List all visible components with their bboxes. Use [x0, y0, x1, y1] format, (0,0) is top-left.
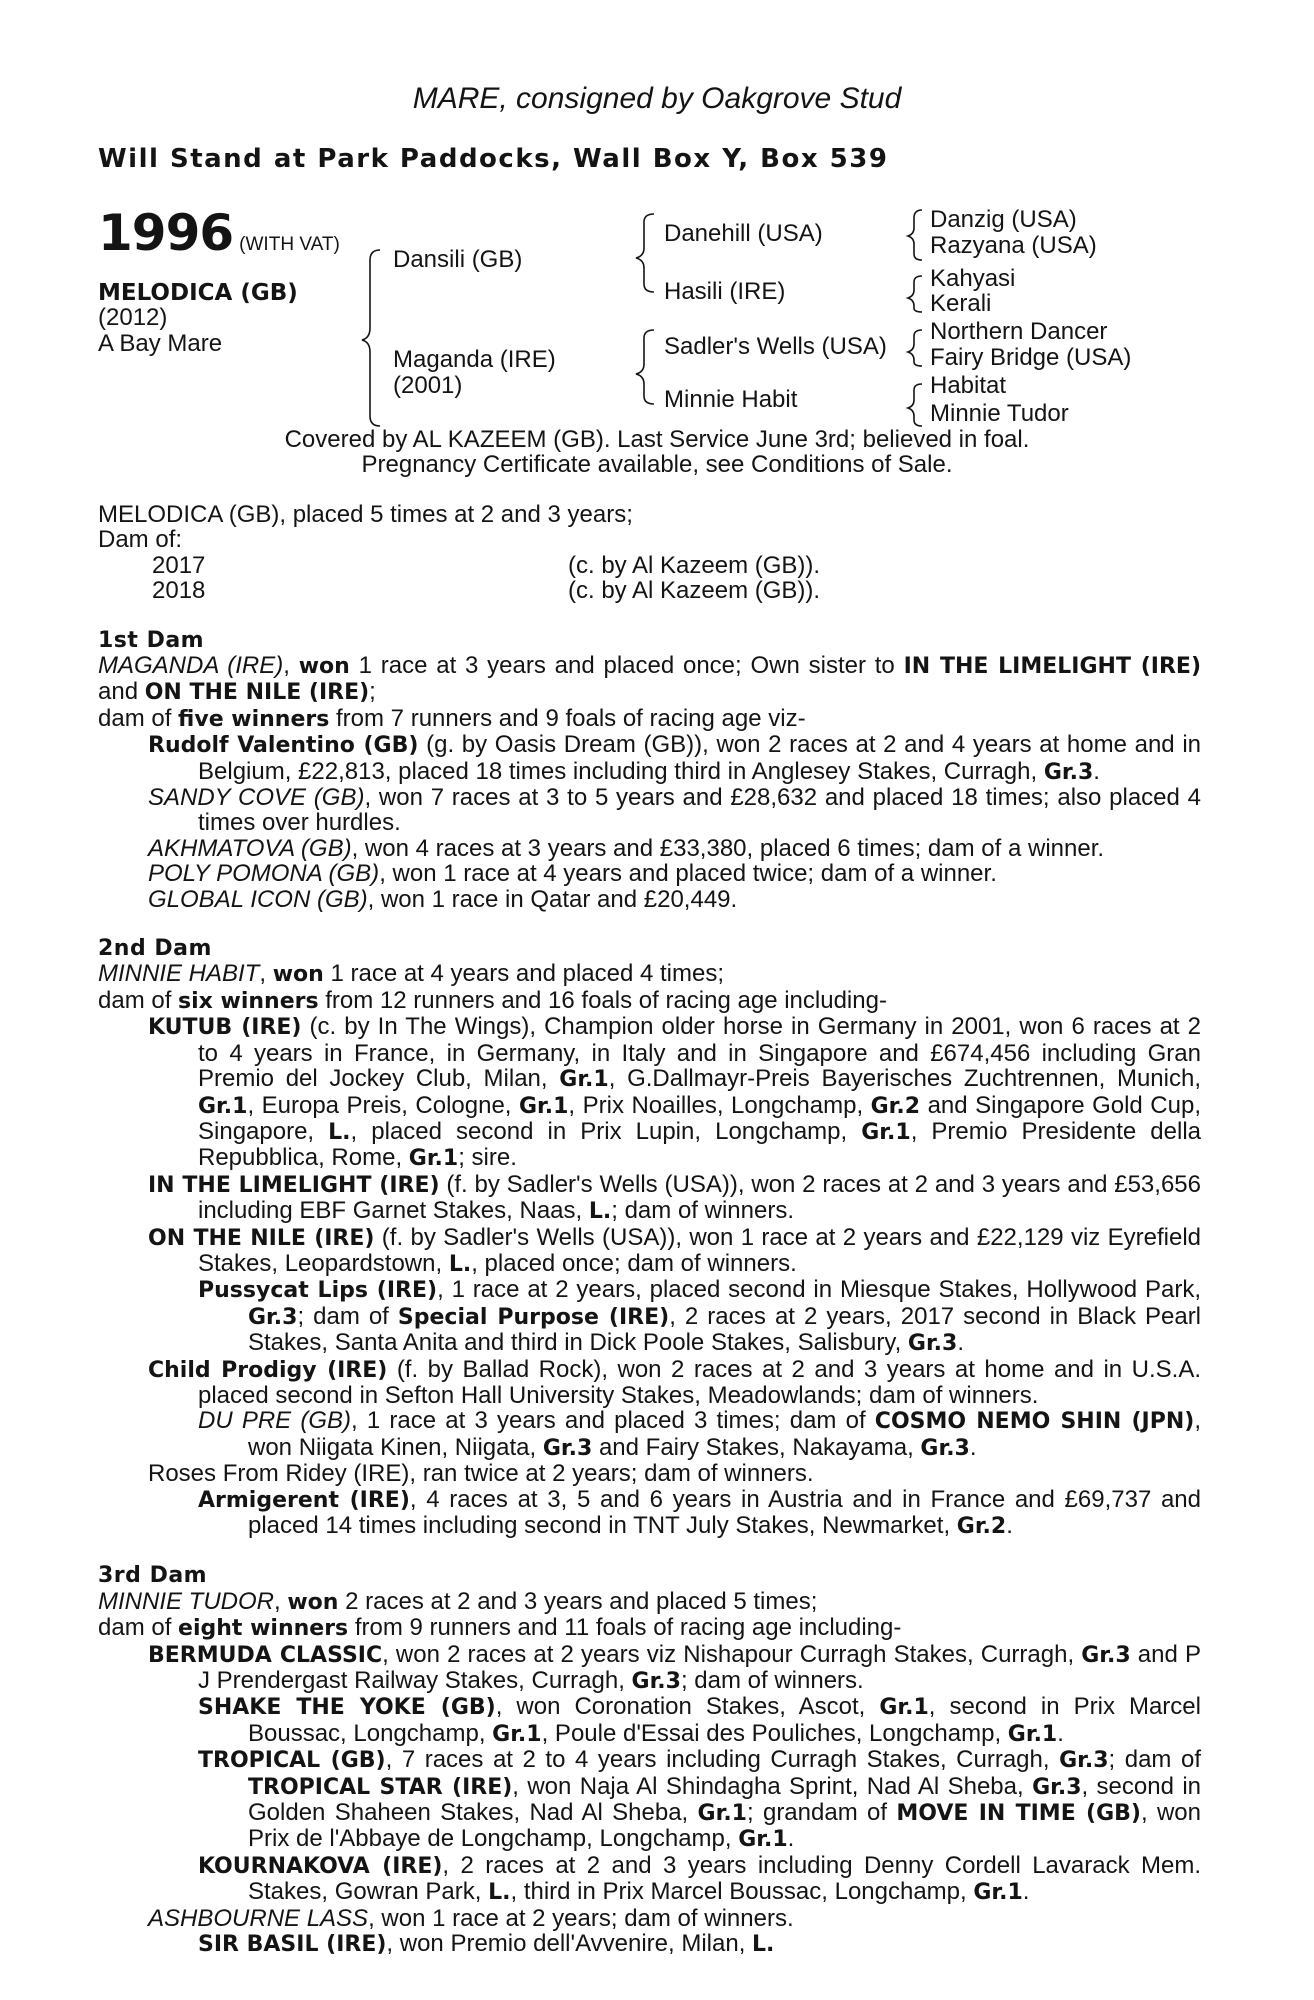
- produce-year: 2017: [152, 551, 206, 579]
- catalogue-body: [98, 502, 1201, 1958]
- pedigree-sss: Danzig (USA): [930, 206, 1077, 233]
- pedigree-dam-dam: Minnie Habit: [664, 386, 798, 413]
- produce-text: ; dam of winners.: [611, 1197, 794, 1225]
- produce-text: , 2 races at 2 years, 2017 second in Black Pearl Stakes, Santa Anita and third in Dick Poole Stakes, Salisbury,: [248, 1302, 1202, 1357]
- first-dam-heading: 1st Dam: [98, 627, 205, 653]
- punctuation: .: [1093, 757, 1100, 785]
- produce-name: SANDY COVE (GB): [148, 784, 365, 812]
- produce-text: , 1 race at 2 years, placed second in Miesque Stakes, Hollywood Park,: [437, 1276, 1201, 1304]
- pedigree-sire-dam: Hasili (IRE): [664, 278, 786, 305]
- punctuation: ;: [369, 678, 376, 706]
- produce-text: (f. by Sadler's Wells (USA)), won 1 race at 2 years and £22,129 viz Eyrefield Stakes, Leopardstown,: [198, 1223, 1201, 1277]
- produce-text: ; grandam of: [746, 1799, 897, 1827]
- third-dam-record: MINNIE TUDOR, won 2 races at 2 and 3 years and placed 5 times;: [98, 1587, 818, 1615]
- pedigree-braces: [0, 0, 1314, 440]
- produce-text: ; dam of: [1108, 1746, 1201, 1774]
- record-text: 1 race at 3 years and placed once; Own sister to: [349, 652, 904, 679]
- summary-dam-of: Dam of:: [98, 526, 183, 554]
- produce-name: Rudolf Valentino (GB): [148, 733, 419, 759]
- produce-name: ON THE NILE (IRE): [148, 1225, 375, 1251]
- produce-text: , won Coronation Stakes, Ascot,: [495, 1693, 880, 1721]
- grade-label: Gr.2: [956, 1514, 1007, 1539]
- grade-label: Gr.1: [559, 1067, 609, 1093]
- produce-text: and Singapore Gold Cup, Singapore,: [198, 1091, 1201, 1145]
- vat-note: (WITH VAT): [239, 234, 340, 255]
- produce-text: (f. by Sadler's Wells (USA)), won 2 races at 2 and 3 years and £53,656 including EBF Garnet Stakes, Naas,: [198, 1170, 1201, 1225]
- produce-name: MOVE IN TIME (GB): [896, 1801, 1141, 1827]
- grade-label: Gr.3: [1081, 1642, 1131, 1668]
- produce-text: , won Naja Al Shindagha Sprint, Nad Al Sheba,: [512, 1772, 1033, 1800]
- produce-name: AKHMATOVA (GB): [148, 834, 352, 862]
- dam-of-label: dam of: [98, 704, 179, 732]
- second-dam-name: MINNIE HABIT: [98, 960, 260, 988]
- grade-label: Gr.1: [879, 1695, 929, 1721]
- pedigree-main-brace: [362, 250, 380, 426]
- first-dam-record: MAGANDA (IRE), won 1 race at 3 years and placed once; Own sister to IN THE LIMELIGHT (IRE) and ON THE NILE (IRE);: [98, 652, 1202, 706]
- produce-entry: [98, 861, 1201, 886]
- first-dam-name: MAGANDA (IRE): [98, 652, 284, 679]
- grade-label: Gr.1: [697, 1801, 747, 1827]
- page-title: MARE, consigned by Oakgrove Stud: [412, 82, 902, 115]
- pedigree-sire-brace: [636, 214, 654, 292]
- won-label: won: [287, 1589, 339, 1615]
- produce-text: (c. by In The Wings), Champion older horse in Germany in 2001, won 6 races at 2 to 4 years in France, in Germany, in Italy and in Singapore and £674,456 including Gran Premio del Jockey Club, Milan,: [198, 1013, 1201, 1093]
- produce-text: , won 1 race in Qatar and £20,449.: [367, 885, 738, 913]
- produce-text: , won Premio dell'Avvenire, Milan,: [386, 1930, 753, 1958]
- produce-text: ; dam of winners.: [680, 1667, 864, 1695]
- grade-label: Gr.1: [518, 1093, 569, 1119]
- produce-entry: [98, 1357, 1201, 1409]
- first-dam-produce-summary: [98, 706, 1201, 732]
- punctuation: .: [1006, 1512, 1013, 1539]
- produce-text: (f. by Ballad Rock), won 2 races at 2 and 3 years at home and in U.S.A. placed second in Sefton Hall University Stakes, Meadowlands; dam of winners.: [198, 1355, 1201, 1409]
- second-dam-heading: 2nd Dam: [98, 936, 212, 962]
- grade-label: Gr.3: [542, 1435, 593, 1461]
- grade-label: Gr.1: [861, 1119, 911, 1145]
- produce-text: (c. by Al Kazeem (GB)).: [568, 551, 821, 579]
- third-dam-heading: 3rd Dam: [98, 1563, 208, 1589]
- won-label: won: [272, 962, 324, 988]
- produce-text: , 7 races at 2 to 4 years including Curragh Stakes, Curragh,: [385, 1746, 1060, 1774]
- produce-text: , second in Golden Shaheen Stakes, Nad Al Sheba,: [248, 1772, 1202, 1827]
- produce-text: , Europa Preis, Cologne,: [247, 1091, 519, 1119]
- produce-entry: [98, 1853, 1201, 1906]
- produce-entry: [98, 1172, 1201, 1225]
- produce-entry: Roses From Ridey (IRE), ran twice at 2 years; dam of winners.: [148, 1460, 814, 1488]
- produce-name: KUTUB (IRE): [148, 1015, 302, 1041]
- produce-text: , won 1 race at 2 years; dam of winners.: [368, 1904, 794, 1932]
- produce-name: COSMO NEMO SHIN (JPN): [874, 1409, 1195, 1435]
- pedigree-brace-1: [908, 210, 922, 260]
- produce-entry: [98, 1277, 1201, 1356]
- second-dam-record: MINNIE HABIT, won 1 race at 4 years and placed 4 times;: [98, 960, 725, 988]
- record-text: 2 races at 2 and 3 years and placed 5 times;: [338, 1587, 818, 1615]
- produce-name: KOURNAKOVA (IRE): [198, 1853, 443, 1879]
- covered-note: Covered by AL KAZEEM (GB). Last Service June 3rd; believed in foal.: [284, 426, 1030, 453]
- produce-text: ; sire.: [458, 1144, 517, 1172]
- produce-name: Special Purpose (IRE): [397, 1304, 670, 1330]
- produce-entry: [98, 1487, 1201, 1540]
- grade-label: L.: [488, 1880, 511, 1906]
- produce-entry: [98, 836, 1201, 861]
- produce-entry: [98, 1642, 1201, 1695]
- grade-label: Gr.1: [198, 1093, 248, 1119]
- grade-label: L.: [588, 1199, 612, 1225]
- produce-text: , won 1 race at 4 years and placed twice; dam of a winner.: [379, 860, 997, 888]
- produce-text: , Poule d'Essai des Pouliches, Longchamp,: [541, 1719, 1008, 1747]
- grade-label: Gr.3: [907, 1331, 958, 1357]
- punctuation: .: [969, 1433, 977, 1461]
- grade-label: Gr.1: [492, 1721, 542, 1747]
- pedigree-sdd: Kerali: [930, 290, 992, 317]
- produce-text: ; dam of: [297, 1302, 398, 1330]
- produce-name: Pussycat Lips (IRE): [198, 1278, 438, 1304]
- produce-entry: [98, 1931, 1201, 1957]
- pedigree-ddd: Minnie Tudor: [930, 400, 1069, 427]
- punctuation: .: [787, 1825, 795, 1853]
- horse-description: A Bay Mare: [98, 330, 223, 357]
- grade-label: Gr.3: [248, 1304, 298, 1330]
- foaled-year: (2012): [98, 304, 168, 331]
- pedigree-dss: Northern Dancer: [930, 318, 1108, 345]
- produce-name: IN THE LIMELIGHT (IRE): [148, 1172, 440, 1198]
- grade-label: Gr.1: [1007, 1721, 1058, 1747]
- produce-text: , won Prix de l'Abbaye de Longchamp, Longchamp,: [248, 1799, 1201, 1853]
- grade-label: Gr.3: [1043, 759, 1094, 785]
- record-text: 1 race at 4 years and placed 4 times;: [323, 960, 725, 988]
- pedigree-sire-sire: Danehill (USA): [664, 220, 823, 247]
- produce-text: , Premio Presidente della Repubblica, Rome,: [198, 1117, 1202, 1172]
- pedigree-brace-4: [908, 384, 922, 426]
- produce-text: , won 2 races at 2 years viz Nishapour Curragh Stakes, Curragh,: [382, 1640, 1082, 1668]
- lot-number-value: 1996: [98, 204, 234, 262]
- produce-entry: [98, 1408, 1201, 1461]
- stand-location: Will Stand at Park Paddocks, Wall Box Y, Box 539: [98, 144, 889, 174]
- grade-label: Gr.3: [631, 1669, 681, 1695]
- grade-label: L.: [448, 1251, 472, 1277]
- produce-entry: [98, 887, 1201, 912]
- pregnancy-note: Pregnancy Certificate available, see Conditions of Sale.: [361, 451, 953, 478]
- produce-text: , second in Prix Marcel Boussac, Longchamp,: [248, 1693, 1201, 1747]
- punctuation: .: [1057, 1719, 1064, 1747]
- runners-text: from 12 runners and 16 foals of racing age including-: [318, 986, 887, 1014]
- produce-name: GLOBAL ICON (GB): [148, 885, 368, 913]
- pedigree-brace-2: [908, 276, 922, 312]
- sister-name: IN THE LIMELIGHT (IRE): [903, 654, 1202, 679]
- produce-text: , third in Prix Marcel Boussac, Longchamp,: [510, 1878, 974, 1906]
- pedigree-dsd: Fairy Bridge (USA): [930, 344, 1132, 371]
- grade-label: Gr.1: [973, 1880, 1023, 1906]
- grade-label: Gr.1: [738, 1827, 788, 1853]
- produce-text: (c. by Al Kazeem (GB)).: [568, 577, 821, 605]
- produce-entry: [98, 1747, 1201, 1853]
- winners-count: six winners: [178, 988, 319, 1014]
- winners-count: eight winners: [178, 1616, 349, 1642]
- pedigree-sire: Dansili (GB): [393, 246, 523, 273]
- pedigree-dam-brace: [636, 330, 654, 404]
- horse-name: MELODICA (GB): [98, 280, 298, 306]
- grade-label: Gr.1: [408, 1146, 459, 1172]
- pedigree-dam-year: (2001): [393, 372, 463, 399]
- produce-entry: [98, 1694, 1201, 1747]
- produce-entry: [98, 1225, 1201, 1278]
- produce-name: DU PRE (GB): [198, 1407, 352, 1435]
- grade-label: Gr.3: [920, 1435, 970, 1461]
- grade-label: Gr.3: [1059, 1748, 1109, 1774]
- produce-text: , placed once; dam of winners.: [471, 1249, 797, 1277]
- won-label: won: [298, 654, 350, 679]
- pedigree-ssd: Razyana (USA): [930, 232, 1097, 259]
- produce-text: , won 7 races at 3 to 5 years and £28,632 and placed 18 times; also placed 4 times over hurdles.: [198, 784, 1201, 837]
- produce-name: ASHBOURNE LASS: [148, 1904, 369, 1932]
- grade-label: Gr.2: [870, 1093, 921, 1119]
- produce-name: TROPICAL (GB): [198, 1748, 386, 1774]
- pedigree-dds: Habitat: [930, 372, 1007, 399]
- produce-name: TROPICAL STAR (IRE): [248, 1774, 513, 1800]
- sister-name: ON THE NILE (IRE): [144, 680, 370, 706]
- grade-label: Gr.3: [1032, 1774, 1082, 1800]
- produce-name: Armigerent (IRE): [198, 1487, 410, 1513]
- produce-text: , placed second in Prix Lupin, Longchamp,: [350, 1117, 862, 1145]
- grade-label: L.: [752, 1932, 775, 1958]
- third-dam-name: MINNIE TUDOR: [98, 1587, 274, 1615]
- produce-entry: [98, 1014, 1201, 1171]
- produce-name: SIR BASIL (IRE): [198, 1932, 387, 1958]
- produce-text: , won 4 races at 3 years and £33,380, placed 6 times; dam of a winner.: [351, 834, 1105, 862]
- punctuation: .: [957, 1329, 965, 1357]
- pedigree-sds: Kahyasi: [930, 265, 1016, 292]
- produce-text: (g. by Oasis Dream (GB)), won 2 races at 2 and 4 years at home and in Belgium, £22,813, placed 18 times including third in Anglesey Stakes, Curragh,: [198, 731, 1201, 785]
- second-dam-produce-summary: [98, 988, 1201, 1014]
- produce-text: , 2 races at 2 and 3 years including Denny Cordell Lavarack Mem. Stakes, Gowran Park,: [248, 1851, 1201, 1906]
- grade-label: L.: [328, 1119, 351, 1145]
- produce-text: , won Niigata Kinen, Niigata,: [248, 1407, 1201, 1461]
- summary-line: MELODICA (GB), placed 5 times at 2 and 3 years;: [98, 501, 633, 528]
- dam-of-label: dam of: [98, 1614, 179, 1642]
- produce-entry: [98, 1906, 1201, 1931]
- dam-of-label: dam of: [98, 986, 179, 1014]
- pedigree-dam-sire: Sadler's Wells (USA): [664, 333, 887, 360]
- conjunction: and: [98, 678, 145, 706]
- pedigree-brace-3: [908, 330, 922, 366]
- produce-entry: [98, 785, 1201, 836]
- pedigree-dam: Maganda (IRE): [393, 346, 556, 373]
- produce-name: SHAKE THE YOKE (GB): [198, 1695, 496, 1721]
- produce-name: POLY POMONA (GB): [148, 860, 380, 888]
- produce-text: , 1 race at 3 years and placed 3 times; dam of: [351, 1407, 875, 1435]
- produce-row: [98, 553, 1201, 578]
- produce-year: 2018: [152, 577, 206, 605]
- produce-text: , G.Dallmayr-Preis Bayerisches Zuchtrennen, Munich,: [608, 1065, 1202, 1093]
- third-dam-produce-summary: [98, 1615, 1201, 1641]
- produce-text: and P J Prendergast Railway Stakes, Curragh,: [198, 1640, 1201, 1695]
- produce-row: [98, 578, 1201, 603]
- runners-text: from 9 runners and 11 foals of racing age including-: [348, 1614, 902, 1642]
- produce-text: and Fairy Stakes, Nakayama,: [592, 1433, 921, 1461]
- runners-text: from 7 runners and 9 foals of racing age viz-: [329, 704, 806, 732]
- produce-name: Child Prodigy (IRE): [148, 1357, 388, 1383]
- produce-text: , Prix Noailles, Longchamp,: [568, 1091, 871, 1119]
- produce-entry: [98, 732, 1201, 785]
- punctuation: .: [1022, 1878, 1030, 1906]
- produce-text: , 4 races at 3, 5 and 6 years in Austria and in France and £69,737 and placed 14 times including second in TNT July Stakes, Newmarket,: [248, 1485, 1202, 1539]
- produce-name: BERMUDA CLASSIC: [148, 1642, 383, 1668]
- winners-count: five winners: [178, 706, 330, 732]
